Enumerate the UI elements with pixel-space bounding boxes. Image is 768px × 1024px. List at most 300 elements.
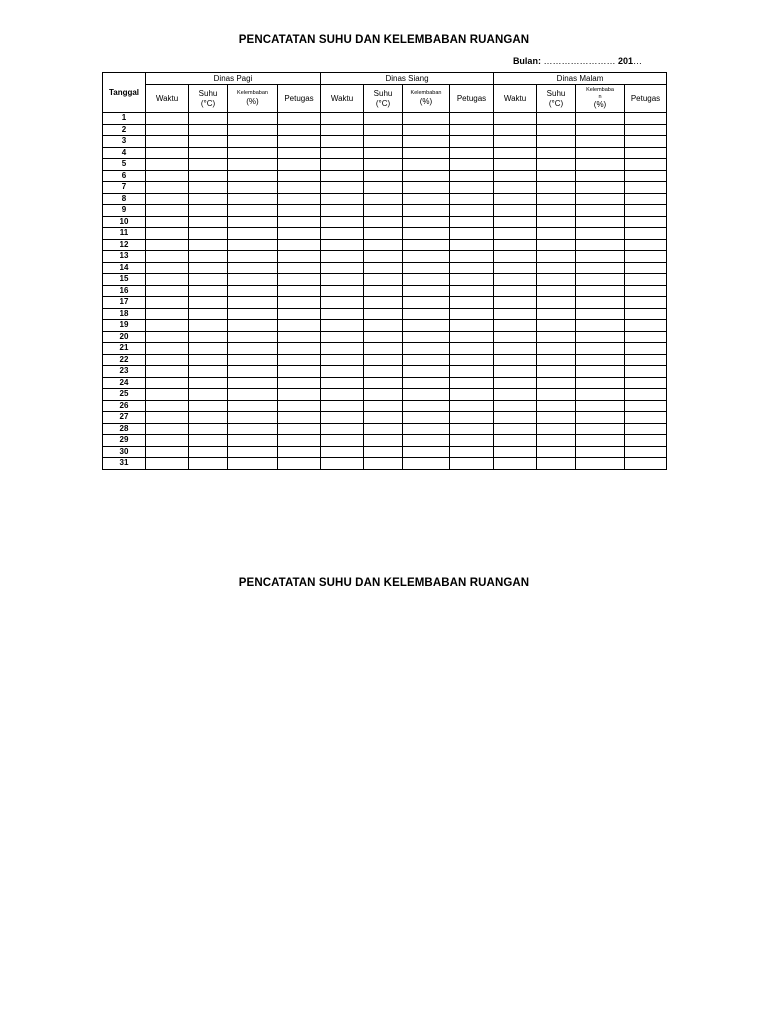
date-column-header: Tanggal	[103, 73, 146, 113]
morning-humidity-header: Kelembaban (%)	[228, 85, 278, 113]
entry-cell	[228, 205, 278, 217]
entry-cell	[494, 389, 537, 401]
entry-cell	[364, 389, 403, 401]
entry-cell	[146, 113, 189, 125]
entry-cell	[278, 446, 321, 458]
entry-cell	[146, 389, 189, 401]
entry-cell	[364, 124, 403, 136]
entry-cell	[364, 308, 403, 320]
day-number: 28	[103, 423, 146, 435]
day-number: 25	[103, 389, 146, 401]
entry-cell	[364, 423, 403, 435]
entry-cell	[278, 423, 321, 435]
entry-cell	[278, 170, 321, 182]
day-number: 10	[103, 216, 146, 228]
table-row	[103, 343, 667, 355]
entry-cell	[537, 285, 576, 297]
day-number: 1	[103, 113, 146, 125]
day-number: 30	[103, 446, 146, 458]
table-row	[103, 366, 667, 378]
entry-cell	[537, 147, 576, 159]
entry-cell	[321, 331, 364, 343]
entry-cell	[537, 446, 576, 458]
entry-cell	[321, 366, 364, 378]
entry-cell	[321, 136, 364, 148]
entry-cell	[450, 113, 494, 125]
entry-cell	[321, 400, 364, 412]
entry-cell	[364, 147, 403, 159]
entry-cell	[537, 320, 576, 332]
entry-cell	[228, 458, 278, 470]
entry-cell	[576, 412, 625, 424]
afternoon-temperature-header: Suhu (°C)	[364, 85, 403, 113]
entry-cell	[537, 228, 576, 240]
entry-cell	[228, 170, 278, 182]
entry-cell	[403, 377, 450, 389]
shift-morning-header: Dinas Pagi	[146, 73, 321, 85]
entry-cell	[146, 331, 189, 343]
table-row	[103, 285, 667, 297]
entry-cell	[364, 458, 403, 470]
entry-cell	[537, 458, 576, 470]
night-temperature-header: Suhu (°C)	[537, 85, 576, 113]
entry-cell	[494, 147, 537, 159]
entry-cell	[278, 182, 321, 194]
entry-cell	[364, 274, 403, 286]
entry-cell	[537, 297, 576, 309]
entry-cell	[189, 170, 228, 182]
entry-cell	[403, 239, 450, 251]
entry-cell	[228, 435, 278, 447]
entry-cell	[228, 216, 278, 228]
entry-cell	[450, 343, 494, 355]
entry-cell	[537, 170, 576, 182]
entry-cell	[321, 159, 364, 171]
entry-cell	[494, 159, 537, 171]
table-row	[103, 205, 667, 217]
entry-cell	[494, 285, 537, 297]
entry-cell	[494, 182, 537, 194]
entry-cell	[403, 124, 450, 136]
entry-cell	[189, 458, 228, 470]
entry-cell	[403, 331, 450, 343]
table-row	[103, 354, 667, 366]
day-number: 21	[103, 343, 146, 355]
entry-cell	[494, 170, 537, 182]
entry-cell	[537, 331, 576, 343]
month-label: Bulan:	[512, 56, 541, 66]
day-number: 3	[103, 136, 146, 148]
entry-cell	[364, 435, 403, 447]
entry-cell	[364, 205, 403, 217]
entry-cell	[278, 228, 321, 240]
entry-cell	[146, 228, 189, 240]
entry-cell	[189, 239, 228, 251]
entry-cell	[278, 343, 321, 355]
entry-cell	[189, 400, 228, 412]
shift-night-header: Dinas Malam	[494, 73, 667, 85]
entry-cell	[189, 366, 228, 378]
entry-cell	[537, 262, 576, 274]
page-title-repeat: PENCATATAN SUHU DAN KELEMBABAN RUANGAN	[238, 577, 530, 589]
entry-cell	[403, 113, 450, 125]
table-row	[103, 274, 667, 286]
entry-cell	[228, 412, 278, 424]
entry-cell	[278, 320, 321, 332]
entry-cell	[321, 216, 364, 228]
entry-cell	[364, 239, 403, 251]
entry-cell	[450, 377, 494, 389]
entry-cell	[403, 136, 450, 148]
entry-cell	[450, 400, 494, 412]
entry-cell	[576, 274, 625, 286]
entry-cell	[189, 412, 228, 424]
day-number: 29	[103, 435, 146, 447]
entry-cell	[625, 262, 667, 274]
entry-cell	[146, 193, 189, 205]
entry-cell	[576, 331, 625, 343]
entry-cell	[625, 182, 667, 194]
entry-cell	[537, 251, 576, 263]
column-header-row	[103, 85, 667, 113]
entry-cell	[625, 400, 667, 412]
entry-cell	[278, 354, 321, 366]
entry-cell	[321, 124, 364, 136]
entry-cell	[403, 366, 450, 378]
entry-cell	[494, 377, 537, 389]
table-row	[103, 182, 667, 194]
entry-cell	[146, 354, 189, 366]
entry-cell	[189, 124, 228, 136]
day-number: 22	[103, 354, 146, 366]
entry-cell	[450, 389, 494, 401]
table-row	[103, 251, 667, 263]
entry-cell	[189, 343, 228, 355]
entry-cell	[537, 113, 576, 125]
day-number: 7	[103, 182, 146, 194]
entry-cell	[189, 147, 228, 159]
entry-cell	[228, 136, 278, 148]
entry-cell	[228, 228, 278, 240]
entry-cell	[625, 458, 667, 470]
entry-cell	[228, 446, 278, 458]
entry-cell	[364, 366, 403, 378]
entry-cell	[494, 331, 537, 343]
entry-cell	[146, 446, 189, 458]
night-humidity-header: Kelembaba n (%)	[576, 85, 625, 113]
entry-cell	[321, 239, 364, 251]
entry-cell	[450, 228, 494, 240]
entry-cell	[576, 228, 625, 240]
entry-cell	[278, 435, 321, 447]
entry-cell	[403, 216, 450, 228]
entry-cell	[278, 308, 321, 320]
entry-cell	[278, 159, 321, 171]
entry-cell	[321, 113, 364, 125]
entry-cell	[189, 331, 228, 343]
entry-cell	[576, 159, 625, 171]
entry-cell	[364, 377, 403, 389]
entry-cell	[321, 205, 364, 217]
morning-officer-header: Petugas	[278, 85, 321, 113]
entry-cell	[146, 285, 189, 297]
entry-cell	[228, 331, 278, 343]
entry-cell	[450, 182, 494, 194]
day-number: 16	[103, 285, 146, 297]
entry-cell	[576, 136, 625, 148]
entry-cell	[450, 297, 494, 309]
entry-cell	[576, 389, 625, 401]
table-row	[103, 446, 667, 458]
entry-cell	[576, 354, 625, 366]
entry-cell	[537, 136, 576, 148]
entry-cell	[146, 412, 189, 424]
entry-cell	[364, 320, 403, 332]
entry-cell	[364, 446, 403, 458]
entry-cell	[228, 251, 278, 263]
entry-cell	[625, 274, 667, 286]
entry-cell	[625, 205, 667, 217]
table-row	[103, 331, 667, 343]
entry-cell	[625, 320, 667, 332]
day-number: 13	[103, 251, 146, 263]
entry-cell	[403, 147, 450, 159]
month-blank: ……………………	[543, 56, 618, 66]
entry-cell	[278, 458, 321, 470]
entry-cell	[450, 354, 494, 366]
entry-cell	[403, 193, 450, 205]
entry-cell	[625, 354, 667, 366]
entry-cell	[146, 136, 189, 148]
entry-cell	[576, 297, 625, 309]
entry-cell	[321, 182, 364, 194]
afternoon-officer-header: Petugas	[450, 85, 494, 113]
entry-cell	[537, 308, 576, 320]
entry-cell	[494, 458, 537, 470]
entry-cell	[321, 297, 364, 309]
entry-cell	[403, 446, 450, 458]
entry-cell	[537, 423, 576, 435]
entry-cell	[450, 124, 494, 136]
entry-cell	[278, 274, 321, 286]
entry-cell	[403, 170, 450, 182]
entry-cell	[494, 343, 537, 355]
entry-cell	[576, 251, 625, 263]
entry-cell	[450, 308, 494, 320]
day-number: 15	[103, 274, 146, 286]
table-row	[103, 423, 667, 435]
entry-cell	[228, 159, 278, 171]
entry-cell	[364, 412, 403, 424]
entry-cell	[146, 308, 189, 320]
entry-cell	[403, 159, 450, 171]
entry-cell	[403, 262, 450, 274]
entry-cell	[494, 435, 537, 447]
entry-cell	[537, 193, 576, 205]
entry-cell	[278, 113, 321, 125]
entry-cell	[228, 262, 278, 274]
day-number: 12	[103, 239, 146, 251]
log-table-body	[103, 113, 667, 470]
entry-cell	[146, 435, 189, 447]
entry-cell	[494, 251, 537, 263]
entry-cell	[537, 377, 576, 389]
entry-cell	[537, 366, 576, 378]
entry-cell	[146, 124, 189, 136]
entry-cell	[189, 274, 228, 286]
entry-cell	[450, 170, 494, 182]
entry-cell	[403, 389, 450, 401]
entry-cell	[625, 412, 667, 424]
entry-cell	[278, 331, 321, 343]
entry-cell	[403, 354, 450, 366]
entry-cell	[625, 446, 667, 458]
entry-cell	[189, 228, 228, 240]
entry-cell	[576, 377, 625, 389]
entry-cell	[228, 343, 278, 355]
entry-cell	[450, 285, 494, 297]
entry-cell	[625, 159, 667, 171]
table-row	[103, 458, 667, 470]
table-row	[103, 400, 667, 412]
entry-cell	[403, 458, 450, 470]
entry-cell	[625, 193, 667, 205]
entry-cell	[625, 331, 667, 343]
table-row	[103, 113, 667, 125]
entry-cell	[146, 205, 189, 217]
table-row	[103, 435, 667, 447]
entry-cell	[494, 366, 537, 378]
entry-cell	[450, 216, 494, 228]
entry-cell	[576, 285, 625, 297]
entry-cell	[321, 320, 364, 332]
entry-cell	[494, 216, 537, 228]
entry-cell	[278, 412, 321, 424]
entry-cell	[494, 297, 537, 309]
entry-cell	[403, 423, 450, 435]
entry-cell	[450, 136, 494, 148]
entry-cell	[228, 320, 278, 332]
entry-cell	[450, 423, 494, 435]
entry-cell	[403, 343, 450, 355]
entry-cell	[403, 251, 450, 263]
entry-cell	[537, 435, 576, 447]
entry-cell	[576, 147, 625, 159]
entry-cell	[576, 435, 625, 447]
entry-cell	[450, 458, 494, 470]
entry-cell	[625, 239, 667, 251]
page-title: PENCATATAN SUHU DAN KELEMBABAN RUANGAN	[238, 34, 530, 46]
entry-cell	[576, 423, 625, 435]
entry-cell	[228, 147, 278, 159]
entry-cell	[278, 205, 321, 217]
entry-cell	[450, 193, 494, 205]
night-officer-header: Petugas	[625, 85, 667, 113]
entry-cell	[537, 274, 576, 286]
entry-cell	[576, 400, 625, 412]
table-row	[103, 389, 667, 401]
entry-cell	[576, 216, 625, 228]
entry-cell	[494, 205, 537, 217]
entry-cell	[494, 228, 537, 240]
entry-cell	[146, 182, 189, 194]
entry-cell	[189, 216, 228, 228]
entry-cell	[576, 124, 625, 136]
entry-cell	[450, 331, 494, 343]
entry-cell	[228, 182, 278, 194]
entry-cell	[537, 343, 576, 355]
day-number: 20	[103, 331, 146, 343]
entry-cell	[537, 354, 576, 366]
year-prefix: 201	[617, 56, 633, 66]
entry-cell	[576, 366, 625, 378]
entry-cell	[494, 308, 537, 320]
entry-cell	[146, 366, 189, 378]
entry-cell	[494, 193, 537, 205]
entry-cell	[576, 182, 625, 194]
table-row	[103, 412, 667, 424]
entry-cell	[189, 113, 228, 125]
entry-cell	[189, 262, 228, 274]
entry-cell	[146, 377, 189, 389]
entry-cell	[278, 136, 321, 148]
entry-cell	[364, 193, 403, 205]
day-number: 17	[103, 297, 146, 309]
entry-cell	[189, 193, 228, 205]
entry-cell	[450, 205, 494, 217]
entry-cell	[364, 170, 403, 182]
entry-cell	[625, 113, 667, 125]
entry-cell	[537, 216, 576, 228]
entry-cell	[364, 228, 403, 240]
entry-cell	[189, 354, 228, 366]
entry-cell	[321, 412, 364, 424]
entry-cell	[278, 147, 321, 159]
day-number: 4	[103, 147, 146, 159]
entry-cell	[403, 274, 450, 286]
entry-cell	[228, 124, 278, 136]
entry-cell	[494, 136, 537, 148]
entry-cell	[450, 412, 494, 424]
entry-cell	[625, 285, 667, 297]
entry-cell	[146, 320, 189, 332]
entry-cell	[403, 400, 450, 412]
entry-cell	[537, 205, 576, 217]
entry-cell	[537, 124, 576, 136]
entry-cell	[278, 366, 321, 378]
day-number: 6	[103, 170, 146, 182]
entry-cell	[278, 193, 321, 205]
day-number: 8	[103, 193, 146, 205]
entry-cell	[364, 262, 403, 274]
entry-cell	[146, 274, 189, 286]
entry-cell	[494, 320, 537, 332]
entry-cell	[403, 228, 450, 240]
morning-time-header: Waktu	[146, 85, 189, 113]
entry-cell	[321, 423, 364, 435]
entry-cell	[403, 435, 450, 447]
entry-cell	[403, 182, 450, 194]
entry-cell	[494, 113, 537, 125]
entry-cell	[321, 193, 364, 205]
entry-cell	[189, 446, 228, 458]
entry-cell	[494, 274, 537, 286]
entry-cell	[625, 377, 667, 389]
table-row	[103, 136, 667, 148]
table-row	[103, 193, 667, 205]
entry-cell	[576, 446, 625, 458]
entry-cell	[228, 377, 278, 389]
